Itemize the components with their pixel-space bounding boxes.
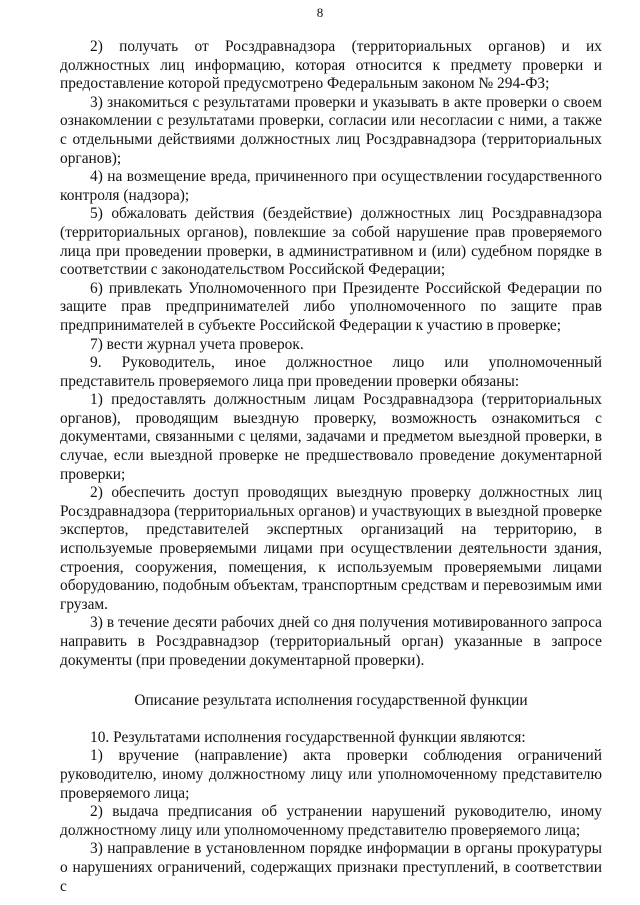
paragraph-right-4: 4) на возмещение вреда, причиненного при осуществлении государственного контроля (надзора); [60,168,602,204]
document-body [60,38,602,896]
paragraph-right-7: 7) вести журнал учета проверок. [90,335,304,353]
paragraph-right-3: 3) знакомиться с результатами проверки и указывать в акте проверки о своем ознакомлении с результатами проверки, согласии или несогласии с ними, а также с отдельными действиями должностных лиц Росздравнадзора (территориальных органов); [60,93,602,167]
paragraph-clause-9: 9. Руководитель, иное должностное лицо или уполномоченный представитель проверяемого лица при проведении проверки обязаны: [60,354,602,390]
paragraph-result-2: 2) выдача предписания об устранении нарушений руководителю, иному должностному лицу или уполномоченному представителю проверяемого лица; [60,803,602,839]
paragraph-duty-2: 2) обеспечить доступ проводящих выездную проверку должностных лиц Росздравнадзора (территориальных органов) и участвующих в выездной проверке экспертов, представителей экспертных организаций на территорию, в используемые проверяемыми лицами при осуществлении деятельности здания, строения, сооружения, помещения, к используемым проверяемыми лицами оборудованию, подобным объектам, транспортным средствам и перевозимым ими грузам. [60,484,602,613]
paragraph-clause-10: 10. Результатами исполнения государственной функции являются: [90,728,526,746]
paragraph-duty-1: 1) предоставлять должностным лицам Росздравнадзора (территориальных органов), проводящим выездную проверку, возможность ознакомиться с документами, связанными с целями, задачами и предметом выездной проверки, в случае, если выездной проверке не предшествовало проведение документарной проверки; [60,391,602,483]
page-number: 8 [316,5,324,20]
paragraph-result-1: 1) вручение (направление) акта проверки соблюдения ограничений руководителю, иному должностному лицу или уполномоченному представителю проверяемого лица; [60,747,602,802]
paragraph-duty-3: 3) в течение десяти рабочих дней со дня получения мотивированного запроса направить в Росздравнадзор (территориальный орган) указанные в запросе документы (при проведении документарной проверки). [60,614,602,669]
paragraph-right-2: 2) получать от Росздравнадзора (территориальных органов) и их должностных лиц информацию, которая относится к предмету проверки и предоставление которой предусмотрено Федеральным законом № 294-ФЗ; [60,38,602,93]
paragraph-result-3: 3) направление в установленном порядке информации в органы прокуратуры о нарушениях ограничений, содержащих признаки преступлений, в соответствии с [60,840,602,895]
paragraph-right-6: 6) привлекать Уполномоченного при Президенте Российской Федерации по защите прав предпринимателей либо уполномоченного по защите прав предпринимателей в субъекте Российской Федерации к участию в проверке; [60,279,602,334]
paragraph-right-5: 5) обжаловать действия (бездействие) должностных лиц Росздравнадзора (территориальных органов), повлекшие за собой нарушение прав проверяемого лица при проведении проверки, в административном и (или) судебном порядке в соответствии с законодательством Российской Федерации; [60,205,602,279]
section-heading: Описание результата исполнения государственной функции [134,692,528,710]
